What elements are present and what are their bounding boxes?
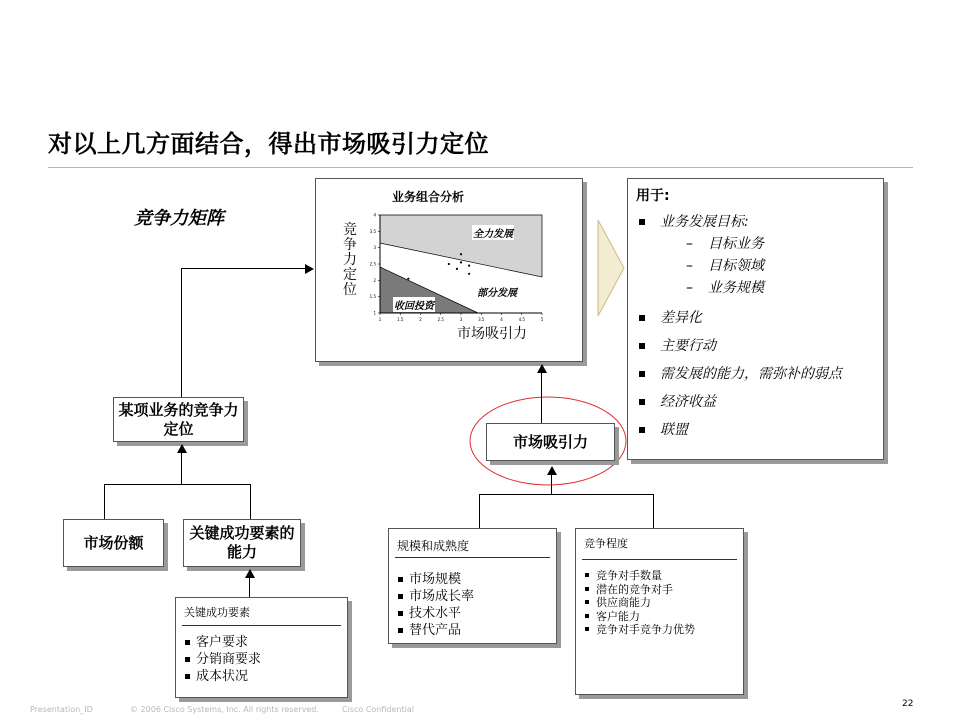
chart-xlabel: 市场吸引力 [457,326,527,342]
connector-line [541,372,542,423]
data-point [456,268,458,270]
footer-confidential: Cisco Confidential [342,705,414,714]
use-item-goals [636,213,875,299]
list-item: 市场规模 [397,571,474,588]
uses-panel [627,178,884,460]
arrow-up-icon [177,444,187,453]
x-tick-label: 4.5 [518,317,525,322]
connector-line [249,578,250,597]
chart-plot [316,179,584,363]
connector-line [104,484,105,519]
list-item: 客户能力 [584,610,695,624]
chart-ylabel: 竞争力定位 [343,222,357,298]
data-point [460,261,462,263]
x-tick-label: 4 [500,317,503,322]
connector-line [479,494,653,495]
x-tick-label: 3.5 [478,317,485,322]
use-item-differentiation: 差异化 [636,309,875,327]
y-tick-label: 1.5 [369,294,376,300]
y-tick-label: 3 [373,245,376,251]
ksf-heading: 关键成功要素 [184,606,250,619]
ksf-ability-box: 关键成功要素的能力 [183,519,301,567]
list-item: 竞争对手竞争力优势 [584,623,695,637]
data-point [460,253,462,255]
y-tick-label: 2.5 [369,261,376,267]
connector-line [181,268,307,269]
data-point [407,278,409,280]
y-tick-label: 1 [373,310,376,316]
y-tick-label: 2 [373,277,376,283]
x-tick-label: 1.5 [397,317,404,322]
x-tick-label: 2.5 [437,317,444,322]
list-item: 技术水平 [397,605,474,622]
connector-line [104,484,250,485]
scale-heading: 规模和成熟度 [397,539,470,553]
zone-label-full-development: 全力发展 [472,225,514,240]
page-title: 对以上几方面结合，得出市场吸引力定位 [48,130,489,158]
panel-divider [182,625,341,626]
chevron-arrow-icon [596,218,628,318]
list-item: 市场成长率 [397,588,474,605]
use-subitem: – 业务规模 [660,277,875,299]
list-item: 分销商要求 [184,651,261,668]
connector-line [250,484,251,519]
x-tick-label: 3 [459,317,463,322]
list-item: 竞争对手数量 [584,569,695,583]
chart-title: 业务组合分析 [392,190,465,204]
competitive-matrix-label: 竞争力矩阵 [134,208,224,229]
arrow-up-icon [245,569,255,578]
arrow-right-icon [305,264,314,274]
competition-panel [575,528,744,695]
data-point [468,265,470,267]
panel-divider [395,557,550,558]
list-item: 成本状况 [184,668,261,685]
title-divider [48,167,913,168]
portfolio-chart-panel [315,178,583,362]
competition-heading: 竞争程度 [584,537,628,550]
ksf-panel [175,597,348,698]
zone-full-development [380,215,542,277]
data-point [468,273,470,275]
page-number: 22 [902,699,914,709]
zone-label-harvest: 收回投资 [393,297,435,312]
connector-line [181,268,182,397]
use-subitem: – 目标领域 [660,255,875,277]
x-tick-label: 5 [540,317,544,322]
list-item: 供应商能力 [584,596,695,610]
zone-label-partial-development: 部分发展 [477,288,517,299]
connector-line [653,494,654,528]
use-item-economic-return: 经济收益 [636,393,875,411]
footer-presentation-id: Presentation_ID [30,705,93,714]
panel-divider [582,559,737,560]
market-attractiveness-box: 市场吸引力 [486,423,615,461]
connector-line [551,474,552,494]
scale-maturity-panel [388,528,557,644]
list-item: 替代产品 [397,622,474,639]
connector-line [181,452,182,484]
footer-copyright: © 2006 Cisco Systems, Inc. All rights reserved. [130,705,319,714]
arrow-up-icon [547,466,557,475]
use-item-key-actions: 主要行动 [636,337,875,355]
data-point [448,263,450,265]
list-item: 潜在的竞争对手 [584,583,695,597]
connector-line [479,494,480,528]
x-tick-label: 1 [378,317,382,322]
use-item-alliances: 联盟 [636,421,875,439]
market-share-box: 市场份额 [63,519,164,567]
use-subitem: – 目标业务 [660,233,875,255]
x-tick-label: 2 [419,317,422,322]
uses-heading: 用于: [636,188,670,204]
arrow-up-icon [537,364,547,373]
y-tick-label: 3.5 [369,228,376,234]
use-item-capabilities: 需发展的能力，需弥补的弱点 [636,365,860,383]
use-item-label: 业务发展目标: [660,214,749,230]
list-item: 客户要求 [184,634,261,651]
business-position-box: 某项业务的竞争力定位 [113,397,244,442]
y-tick-label: 4 [373,212,376,218]
